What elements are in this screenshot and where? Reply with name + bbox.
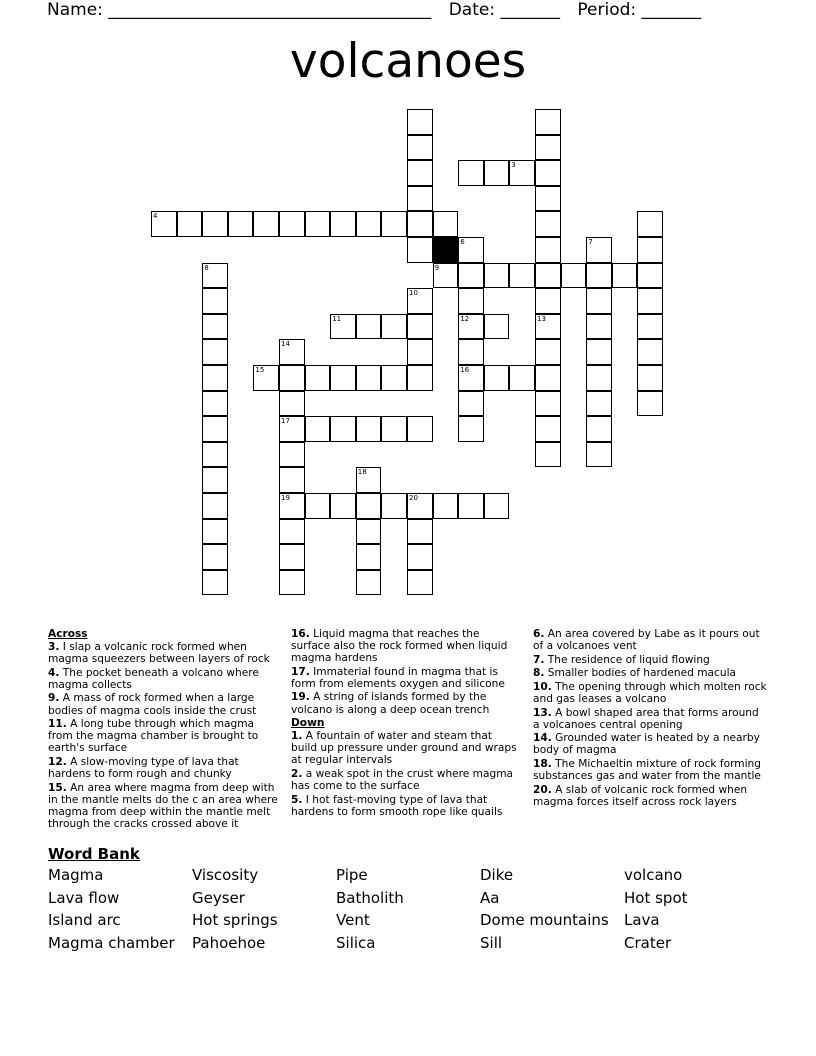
crossword-cell[interactable] [279, 442, 305, 468]
crossword-cell[interactable] [586, 288, 612, 314]
crossword-cell[interactable] [535, 365, 561, 391]
crossword-cell[interactable] [330, 314, 356, 340]
crossword-cell[interactable] [356, 365, 382, 391]
crossword-cell[interactable] [433, 263, 459, 289]
crossword-cell[interactable] [407, 160, 433, 186]
crossword-cell[interactable] [484, 314, 510, 340]
clue-number: 20 [409, 494, 418, 502]
clues-column-2 [291, 628, 519, 819]
crossword-cell[interactable] [586, 237, 612, 263]
clue-number: 11 [332, 314, 342, 323]
name-field[interactable]: Name: ______________________________________ [47, 0, 432, 20]
crossword-cell[interactable] [586, 365, 612, 391]
word-bank-item: Magma [48, 866, 104, 884]
crossword-cell[interactable] [356, 544, 382, 570]
crossword-cell[interactable] [202, 442, 228, 468]
word-bank-item: volcano [624, 866, 683, 884]
crossword-cell[interactable] [509, 365, 535, 391]
word-bank-column [624, 866, 688, 956]
crossword-cell[interactable] [458, 160, 484, 186]
crossword-cell[interactable] [202, 339, 228, 365]
crossword-cell[interactable] [484, 160, 510, 186]
crossword-cell[interactable] [202, 391, 228, 417]
crossword-cell[interactable] [407, 314, 433, 340]
clues-column-3 [533, 628, 768, 809]
crossword-cell[interactable] [202, 314, 228, 340]
word-bank-item: Island arc [48, 911, 121, 930]
crossword-cell[interactable] [151, 211, 177, 237]
crossword-cell[interactable] [279, 416, 305, 442]
clue-down-10: 10. The opening through which molten rock and gas leases a volcano [533, 680, 767, 705]
crossword-cell[interactable] [535, 288, 561, 314]
crossword-cell[interactable] [202, 263, 228, 289]
word-bank-item: Sill [480, 933, 503, 952]
crossword-cell[interactable] [407, 186, 433, 212]
crossword-cell[interactable] [407, 519, 433, 545]
clue-across-9: 9. A mass of rock formed when a large bodies of magma cools inside the crust [48, 692, 257, 717]
crossword-cell[interactable] [637, 365, 663, 391]
page-title: volcanoes [289, 34, 527, 89]
clue-number: 14 [281, 340, 290, 349]
crossword-cell[interactable] [381, 314, 407, 340]
crossword-cell[interactable] [637, 263, 663, 289]
crossword-cell[interactable] [381, 365, 407, 391]
period-field[interactable]: Period: _______ [577, 0, 702, 20]
crossword-cell[interactable] [433, 493, 459, 519]
crossword-cell[interactable] [586, 314, 612, 340]
clue-number: 12 [460, 314, 470, 323]
crossword-cell[interactable] [509, 263, 535, 289]
crossword-cell[interactable] [484, 365, 510, 391]
word-bank-item: Hot springs [192, 911, 278, 930]
word-bank-item: Dome mountains [480, 911, 609, 930]
crossword-cell[interactable] [356, 493, 382, 519]
crossword-cell[interactable] [279, 365, 305, 391]
word-bank-item: Silica [336, 933, 376, 952]
crossword-cell[interactable] [407, 365, 433, 391]
crossword-cell[interactable] [458, 493, 484, 519]
word-bank-item: Pipe [336, 866, 368, 884]
crossword-cell[interactable] [535, 160, 561, 186]
clue-down-1: 1. A fountain of water and steam that build up pressure under ground and wraps at regular intervals [291, 730, 517, 767]
crossword-cell[interactable] [586, 263, 612, 289]
crossword-cell[interactable] [586, 442, 612, 468]
crossword-cell[interactable] [612, 263, 638, 289]
crossword-cell[interactable] [535, 237, 561, 263]
clue-number: 19 [281, 494, 290, 502]
word-bank-column [48, 866, 175, 956]
clue-down-5: 5. I hot fast-moving type of lava that hardens to form smooth rope like quails [291, 793, 503, 818]
crossword-cell[interactable] [279, 391, 305, 417]
word-bank-column [480, 866, 609, 956]
clue-number: 7 [588, 238, 593, 246]
crossword-cell[interactable] [458, 314, 484, 340]
crossword-cell[interactable] [279, 467, 305, 493]
crossword-cell[interactable] [586, 416, 612, 442]
clue-number: 17 [281, 417, 290, 426]
crossword-cell[interactable] [535, 263, 561, 289]
crossword-cell[interactable] [458, 339, 484, 365]
word-bank-item: Batholith [336, 888, 404, 907]
crossword-cell[interactable] [330, 211, 356, 237]
word-bank-item: Aa [480, 888, 500, 907]
clue-across-4: 4. The pocket beneath a volcano where magma collects [48, 666, 259, 691]
crossword-cell[interactable] [381, 416, 407, 442]
clue-down-18: 18. The Michaeltin mixture of rock forming substances gas and water from the mantle [533, 757, 761, 783]
crossword-cell[interactable] [330, 365, 356, 391]
crossword-cell[interactable] [484, 263, 510, 289]
crossword-cell[interactable] [330, 493, 356, 519]
crossword-cell[interactable] [202, 467, 228, 493]
crossword-cell[interactable] [305, 365, 331, 391]
crossword-cell[interactable] [637, 391, 663, 417]
crossword-cell[interactable] [407, 109, 433, 135]
crossword-cell[interactable] [637, 237, 663, 263]
clue-down-13: 13. A bowl shaped area that forms around a volcanoes central opening [533, 706, 759, 731]
crossword-cell[interactable] [253, 365, 279, 391]
crossword-cell[interactable] [535, 416, 561, 442]
clue-across-16: 16. Liquid magma that reaches the surface also the rock formed when liquid magma hardens [291, 628, 508, 665]
crossword-cell[interactable] [535, 211, 561, 237]
crossword-cell[interactable] [407, 211, 433, 237]
clue-across-15: 15. An area where magma from deep with in the mantle melts do the c an area where magma from deep within the mantle melt through the cracks crossed above it [48, 781, 278, 830]
clue-across-11: 11. A long tube through which magma from the magma chamber is brought to earth's surface [48, 718, 259, 755]
crossword-cell[interactable] [305, 493, 331, 519]
clue-number: 8 [204, 263, 209, 272]
crossword-cell[interactable] [407, 570, 433, 596]
crossword-cell[interactable] [279, 211, 305, 237]
word-bank-item: Magma chamber [48, 933, 175, 952]
crossword-cell[interactable] [202, 211, 228, 237]
crossword-cell[interactable] [561, 263, 587, 289]
crossword-cell[interactable] [637, 211, 663, 237]
crossword-cell[interactable] [356, 211, 382, 237]
crossword-cell[interactable] [535, 391, 561, 417]
crossword-cell[interactable] [202, 288, 228, 314]
crossword-cell[interactable] [228, 211, 254, 237]
crossword-cell[interactable] [407, 544, 433, 570]
clue-across-19: 19. A string of islands formed by the volcano is along a deep ocean trench [291, 691, 490, 716]
word-bank-item: Hot spot [624, 888, 688, 907]
clue-down-14: 14. Grounded water is heated by a nearby body of magma [533, 732, 760, 757]
clue-across-3: 3. I slap a volcanic rock formed when magma squeezers between layers of rock [48, 641, 270, 666]
crossword-cell[interactable] [356, 467, 382, 493]
crossword-cell[interactable] [356, 314, 382, 340]
crossword-cell[interactable] [535, 135, 561, 161]
word-bank-item: Pahoehoe [192, 933, 266, 952]
clue-number: 3 [511, 161, 516, 170]
crossword-cell[interactable] [305, 416, 331, 442]
crossword-cell[interactable] [202, 544, 228, 570]
crossword-cell[interactable] [407, 493, 433, 519]
crossword-cell[interactable] [279, 339, 305, 365]
crossword-cell[interactable] [279, 570, 305, 596]
clue-across-17: 17. Immaterial found in magma that is form from elements oxygen and silicone [291, 665, 505, 690]
crossword-cell[interactable] [279, 544, 305, 570]
clue-across-12: 12. A slow-moving type of lava that hardens to form rough and chunky [48, 755, 239, 781]
crossword-cell[interactable] [433, 211, 459, 237]
crossword-cell[interactable] [356, 416, 382, 442]
word-bank-title: Word Bank [48, 845, 140, 863]
crossword-cell[interactable] [407, 339, 433, 365]
word-bank-item: Geyser [192, 888, 245, 907]
clue-number: 16 [460, 366, 470, 374]
crossword-cell[interactable] [458, 416, 484, 442]
word-bank-item: Viscosity [192, 866, 259, 884]
word-bank-item: Dike [480, 866, 514, 884]
clue-number: 6 [460, 238, 465, 246]
across-heading: Across [48, 628, 88, 640]
clue-number: 10 [409, 289, 418, 298]
clue-number: 4 [153, 212, 158, 221]
crossword-cell[interactable] [535, 186, 561, 212]
crossword-cell[interactable] [381, 211, 407, 237]
clue-down-7: 7. The residence of liquid flowing [533, 653, 710, 666]
crossword-cell[interactable] [586, 339, 612, 365]
crossword-cell[interactable] [535, 109, 561, 135]
crossword-cell[interactable] [407, 416, 433, 442]
word-bank-item: Vent [336, 911, 370, 930]
crossword-cell[interactable] [305, 211, 331, 237]
clue-down-6: 6. An area covered by Labe as it pours out of a volcanoes vent [533, 628, 760, 653]
crossword-cell[interactable] [202, 493, 228, 519]
down-heading: Down [291, 717, 325, 730]
crossword-cell[interactable] [407, 135, 433, 161]
crossword-cell[interactable] [535, 339, 561, 365]
crossword-cell[interactable] [407, 237, 433, 263]
crossword-cell[interactable] [458, 365, 484, 391]
clue-down-20: 20. A slab of volcanic rock formed when magma forces itself across rock layers [533, 783, 748, 808]
crossword-cell[interactable] [637, 339, 663, 365]
word-bank-item: Crater [624, 933, 672, 952]
crossword-cell[interactable] [202, 416, 228, 442]
crossword-cell[interactable] [202, 519, 228, 545]
crossword-cell[interactable] [484, 493, 510, 519]
clue-number: 18 [357, 468, 367, 477]
crossword-cell[interactable] [586, 391, 612, 417]
crossword-cell[interactable] [279, 519, 305, 545]
crossword-cell[interactable] [637, 288, 663, 314]
clue-number: 13 [537, 314, 546, 323]
crossword-cell[interactable] [279, 493, 305, 519]
clue-down-2: 2. a weak spot in the crust where magma has come to the surface [291, 768, 514, 793]
clues-column-1 [48, 628, 280, 832]
date-field[interactable]: Date: _______ [448, 0, 560, 20]
crossword-cell[interactable] [535, 314, 561, 340]
crossword-cell[interactable] [407, 288, 433, 314]
crossword-cell[interactable] [458, 263, 484, 289]
crossword-cell[interactable] [381, 493, 407, 519]
black-square [433, 237, 459, 263]
clue-number: 15 [255, 366, 265, 374]
clue-number: 9 [434, 263, 440, 272]
word-bank-item: Lava flow [48, 888, 120, 907]
crossword-cell[interactable] [356, 519, 382, 545]
clue-down-8: 8. Smaller bodies of hardened macula [533, 667, 737, 680]
crossword-cell[interactable] [637, 314, 663, 340]
word-bank-column [336, 866, 404, 956]
crossword-cell[interactable] [535, 442, 561, 468]
crossword-cell[interactable] [458, 391, 484, 417]
word-bank-item: Lava [624, 911, 660, 930]
crossword-cell[interactable] [356, 570, 382, 596]
crossword-cell[interactable] [509, 160, 535, 186]
crossword-cell[interactable] [458, 288, 484, 314]
crossword-cell[interactable] [253, 211, 279, 237]
crossword-cell[interactable] [330, 416, 356, 442]
crossword-cell[interactable] [177, 211, 203, 237]
crossword-cell[interactable] [202, 570, 228, 596]
word-bank-column [192, 866, 278, 956]
crossword-cell[interactable] [202, 365, 228, 391]
crossword-cell[interactable] [458, 237, 484, 263]
